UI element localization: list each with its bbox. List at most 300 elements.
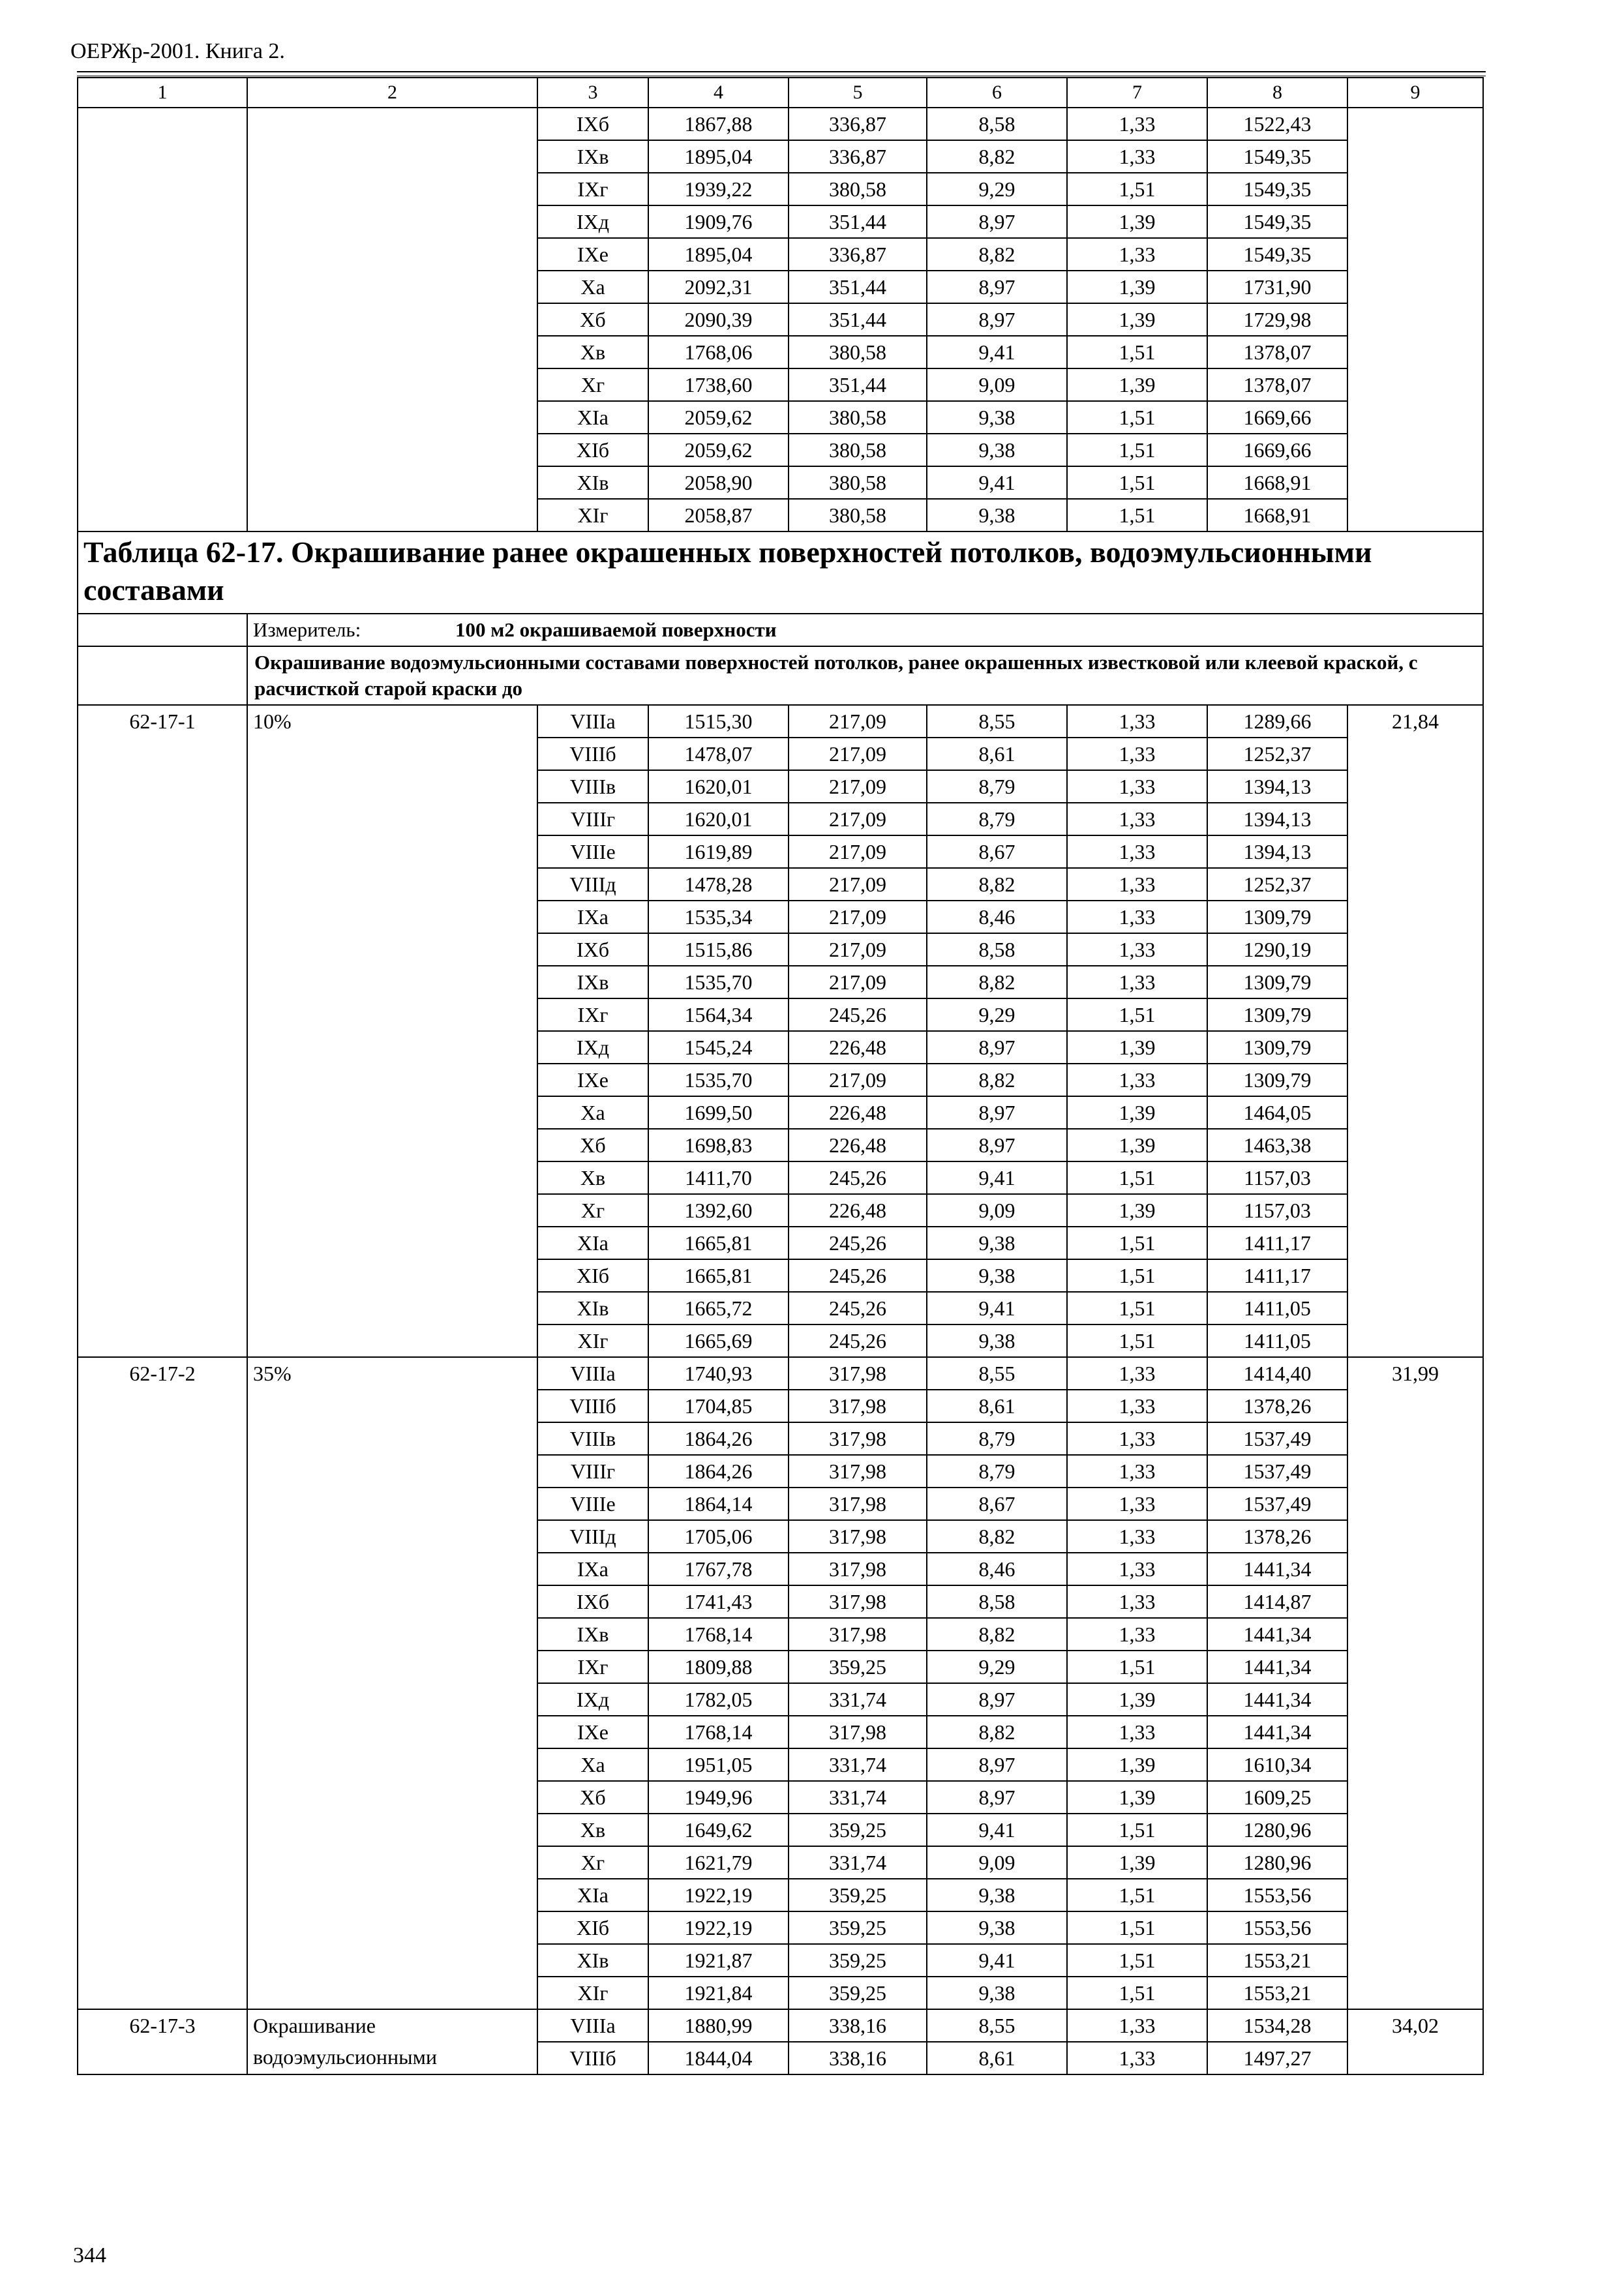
table-cell: 217,09 [789,901,927,933]
table-cell: XIб [537,1911,648,1944]
table-cell: 9,41 [927,466,1067,499]
table-cell: Xв [537,336,648,368]
item-name: Окрашивание водоэмульсионными [247,2009,537,2074]
table-cell: 9,38 [927,1977,1067,2009]
description-row [78,646,1483,705]
table-cell: 9,29 [927,998,1067,1031]
unit-cell [247,614,1483,646]
table-cell: 359,25 [789,1814,927,1846]
table-cell: Xа [537,271,648,303]
table-cell: 1553,56 [1207,1879,1347,1911]
table-cell: 1280,96 [1207,1846,1347,1879]
table-cell: 1,33 [1067,1422,1207,1455]
table-cell: 1,33 [1067,803,1207,835]
table-cell: 1309,79 [1207,901,1347,933]
table-cell: 8,55 [927,705,1067,738]
table-cell: 1,33 [1067,1618,1207,1651]
table-cell: 1699,50 [648,1096,789,1129]
table-cell: 1668,91 [1207,499,1347,531]
column-number-cell: 4 [648,78,789,108]
table-cell: 9,38 [927,1259,1067,1292]
table-cell: 1619,89 [648,835,789,868]
table-cell: 1515,30 [648,705,789,738]
table-cell: 317,98 [789,1390,927,1422]
table-cell: 8,82 [927,238,1067,271]
table-cell: 1782,05 [648,1683,789,1716]
table-cell: 1535,70 [648,966,789,998]
table-cell: 1,39 [1067,1031,1207,1064]
table-cell: 9,38 [927,1324,1067,1357]
table-cell: 317,98 [789,1488,927,1520]
table-cell: 1,39 [1067,1748,1207,1781]
table-cell: 1309,79 [1207,1064,1347,1096]
last-cell-empty [1347,108,1483,531]
table-cell: 9,09 [927,1846,1067,1879]
table-cell: 1,33 [1067,1520,1207,1553]
table-cell: 8,58 [927,1585,1067,1618]
table-cell: 2059,62 [648,434,789,466]
unit-spacer [78,614,247,646]
table-cell: IXв [537,1618,648,1651]
item-name: 35% [247,1357,537,2009]
table-cell: 317,98 [789,1716,927,1748]
table-cell: 1,33 [1067,140,1207,173]
table-cell: 8,79 [927,803,1067,835]
table-cell: 1534,28 [1207,2009,1347,2042]
table-cell: 1,33 [1067,108,1207,140]
column-number-cell: 5 [789,78,927,108]
table-cell: 1609,25 [1207,1781,1347,1814]
table-cell: 1,33 [1067,1390,1207,1422]
table-cell: 8,97 [927,1031,1067,1064]
table-cell: 245,26 [789,998,927,1031]
table-cell: 317,98 [789,1520,927,1553]
table-cell: 1,33 [1067,2042,1207,2074]
table-cell: 8,97 [927,1129,1067,1161]
table-cell: 8,58 [927,108,1067,140]
table-cell: 217,09 [789,738,927,770]
table-cell: 1864,14 [648,1488,789,1520]
table-cell: 1665,81 [648,1259,789,1292]
item-last-value: 31,99 [1347,1357,1483,2009]
description-spacer [78,646,247,705]
table-cell: 8,79 [927,1455,1067,1488]
table-cell: 359,25 [789,1651,927,1683]
table-cell: 1,33 [1067,2009,1207,2042]
table-cell: 331,74 [789,1683,927,1716]
table-cell: 1,39 [1067,271,1207,303]
table-cell: 1441,34 [1207,1553,1347,1585]
table-cell: IXе [537,238,648,271]
table-cell: 217,09 [789,803,927,835]
table-cell: 1,51 [1067,1292,1207,1324]
table-cell: 1,51 [1067,1977,1207,2009]
table-cell: VIIIе [537,1488,648,1520]
table-cell: 8,97 [927,205,1067,238]
table-row [78,108,1483,140]
table-cell: 1,33 [1067,238,1207,271]
table-cell: 9,41 [927,1292,1067,1324]
table-cell: 1394,13 [1207,803,1347,835]
table-cell: 1463,38 [1207,1129,1347,1161]
column-number-cell: 9 [1347,78,1483,108]
table-row [78,2009,1483,2042]
table-cell: 380,58 [789,336,927,368]
table-cell: Xг [537,368,648,401]
table-cell: 8,97 [927,303,1067,336]
table-cell: VIIIб [537,1390,648,1422]
table-cell: 1,33 [1067,1716,1207,1748]
table-cell: 1,33 [1067,933,1207,966]
table-cell: 1,33 [1067,1553,1207,1585]
table-cell: 1921,84 [648,1977,789,2009]
table-cell: 1,33 [1067,835,1207,868]
table-cell: 1414,87 [1207,1585,1347,1618]
table-cell: 8,55 [927,1357,1067,1390]
table-cell: 1620,01 [648,803,789,835]
table-cell: IXб [537,108,648,140]
table-cell: IXг [537,173,648,205]
table-cell: 1,51 [1067,1259,1207,1292]
table-cell: Xг [537,1194,648,1227]
table-cell: IXе [537,1064,648,1096]
table-cell: 1,39 [1067,1129,1207,1161]
table-title: Таблица 62-17. Окрашивание ранее окрашенных поверхностей потолков, водоэмульсионными составами [78,531,1483,614]
table-cell: 2092,31 [648,271,789,303]
table-cell: 336,87 [789,108,927,140]
table-cell: 1768,06 [648,336,789,368]
table-cell: 1,33 [1067,966,1207,998]
table-cell: 1,33 [1067,1455,1207,1488]
table-cell: 1921,87 [648,1944,789,1977]
table-title-row [78,531,1483,614]
item-name: 10% [247,705,537,1357]
table-cell: 359,25 [789,1879,927,1911]
page-number: 344 [73,2243,106,2267]
table-cell: 1,39 [1067,1096,1207,1129]
table-cell: 1,33 [1067,868,1207,901]
table-cell: 1,51 [1067,499,1207,531]
header-rule [77,71,1486,72]
table-cell: 317,98 [789,1585,927,1618]
table-cell: 1922,19 [648,1911,789,1944]
table-cell: 8,79 [927,770,1067,803]
table-cell: 1378,26 [1207,1520,1347,1553]
table-cell: 1,51 [1067,1944,1207,1977]
table-cell: 1669,66 [1207,434,1347,466]
table-cell: 1,39 [1067,1683,1207,1716]
table-cell: 331,74 [789,1748,927,1781]
table-cell: 331,74 [789,1846,927,1879]
table-cell: 317,98 [789,1422,927,1455]
table-cell: 1864,26 [648,1455,789,1488]
table-cell: 1949,96 [648,1781,789,1814]
table-cell: 1522,43 [1207,108,1347,140]
table-cell: 9,38 [927,401,1067,434]
table-cell: 1441,34 [1207,1716,1347,1748]
table-cell: 1,51 [1067,466,1207,499]
table-cell: 8,82 [927,1064,1067,1096]
table-cell: XIб [537,1259,648,1292]
table-cell: 1880,99 [648,2009,789,2042]
table-cell: 226,48 [789,1031,927,1064]
table-cell: 1515,86 [648,933,789,966]
table-cell: 1545,24 [648,1031,789,1064]
unit-label: Измеритель: [253,618,361,641]
table-cell: 1392,60 [648,1194,789,1227]
table-cell: 1411,05 [1207,1324,1347,1357]
table-cell: 8,55 [927,2009,1067,2042]
table-cell: VIIIг [537,1455,648,1488]
table-cell: 9,29 [927,1651,1067,1683]
table-cell: 1394,13 [1207,835,1347,868]
code-cell-empty [78,108,247,531]
table-cell: 1252,37 [1207,738,1347,770]
table-cell: 1553,56 [1207,1911,1347,1944]
table-cell: 1,39 [1067,303,1207,336]
table-cell: 1,33 [1067,1488,1207,1520]
table-cell: 1378,07 [1207,368,1347,401]
table-cell: 1768,14 [648,1618,789,1651]
table-cell: VIIIе [537,835,648,868]
table-cell: 8,61 [927,738,1067,770]
table-cell: 245,26 [789,1227,927,1259]
table-cell: 1895,04 [648,238,789,271]
table-cell: 1741,43 [648,1585,789,1618]
table-cell: 2090,39 [648,303,789,336]
table-cell: 1705,06 [648,1520,789,1553]
table-cell: 1738,60 [648,368,789,401]
table-cell: VIIIб [537,738,648,770]
table-cell: XIг [537,499,648,531]
table-cell: 2058,90 [648,466,789,499]
table-cell: 1665,81 [648,1227,789,1259]
table-cell: VIIIа [537,705,648,738]
table-cell: 8,82 [927,1520,1067,1553]
table-cell: 1157,03 [1207,1161,1347,1194]
table-cell: 8,97 [927,1683,1067,1716]
table-cell: 1,51 [1067,1879,1207,1911]
table-cell: 1610,34 [1207,1748,1347,1781]
table-cell: 1,33 [1067,901,1207,933]
table-cell: 8,79 [927,1422,1067,1455]
table-cell: 1731,90 [1207,271,1347,303]
table-cell: 9,09 [927,368,1067,401]
table-cell: 1309,79 [1207,998,1347,1031]
column-number-cell: 3 [537,78,648,108]
table-cell: 8,97 [927,1096,1067,1129]
table-cell: VIIIд [537,868,648,901]
table-cell: IXг [537,1651,648,1683]
table-cell: XIг [537,1977,648,2009]
table-cell: 1549,35 [1207,140,1347,173]
table-cell: 1951,05 [648,1748,789,1781]
table-cell: 1157,03 [1207,1194,1347,1227]
table-cell: 317,98 [789,1618,927,1651]
table-cell: 331,74 [789,1781,927,1814]
table-cell: 1668,91 [1207,466,1347,499]
table-cell: 217,09 [789,1064,927,1096]
table-cell: 8,67 [927,835,1067,868]
table-cell: 217,09 [789,705,927,738]
table-cell: 1669,66 [1207,401,1347,434]
table-cell: 1,51 [1067,1227,1207,1259]
table-cell: 1665,69 [648,1324,789,1357]
table-cell: 1665,72 [648,1292,789,1324]
table-cell: IXв [537,140,648,173]
column-number-cell: 6 [927,78,1067,108]
item-last-value: 21,84 [1347,705,1483,1357]
table-cell: 217,09 [789,770,927,803]
table-cell: 1378,26 [1207,1390,1347,1422]
table-cell: 1549,35 [1207,173,1347,205]
table-cell: 1,51 [1067,401,1207,434]
table-cell: 1,33 [1067,1357,1207,1390]
table-cell: 8,82 [927,140,1067,173]
table-cell: 359,25 [789,1944,927,1977]
table-cell: 9,41 [927,336,1067,368]
table-cell: 9,38 [927,499,1067,531]
item-code: 62-17-1 [78,705,247,1357]
table-cell: 245,26 [789,1259,927,1292]
table-cell: 380,58 [789,434,927,466]
table-cell: 1,51 [1067,1324,1207,1357]
table-cell: 9,41 [927,1814,1067,1846]
table-description: Окрашивание водоэмульсионными составами поверхностей потолков, ранее окрашенных известковой или клеевой краской, с расчисткой старой краски до [247,646,1483,705]
table-cell: 359,25 [789,1977,927,2009]
table-cell: 1,51 [1067,1651,1207,1683]
table-cell: 8,82 [927,1716,1067,1748]
table-cell: VIIIв [537,1422,648,1455]
table-cell: 8,58 [927,933,1067,966]
table-cell: IXа [537,901,648,933]
table-cell: 8,61 [927,2042,1067,2074]
table-cell: VIIIа [537,1357,648,1390]
table-cell: 217,09 [789,835,927,868]
table-cell: 1411,17 [1207,1259,1347,1292]
table-cell: 338,16 [789,2042,927,2074]
table-cell: XIа [537,1227,648,1259]
table-cell: 380,58 [789,466,927,499]
table-cell: Xа [537,1096,648,1129]
table-cell: 8,46 [927,901,1067,933]
table-cell: 336,87 [789,238,927,271]
table-cell: 1537,49 [1207,1455,1347,1488]
table-cell: 351,44 [789,303,927,336]
table-cell: 359,25 [789,1911,927,1944]
table-cell: 1464,05 [1207,1096,1347,1129]
table-cell: 1,51 [1067,434,1207,466]
table-cell: 245,26 [789,1292,927,1324]
table-cell: 1,39 [1067,1781,1207,1814]
table-cell: 9,38 [927,1227,1067,1259]
table-cell: 380,58 [789,401,927,434]
column-number-row [78,78,1483,108]
table-cell: 1729,98 [1207,303,1347,336]
running-head: ОЕРЖр-2001. Книга 2. [70,39,285,63]
table-cell: 1537,49 [1207,1422,1347,1455]
table-cell: 8,82 [927,1618,1067,1651]
table-cell: 226,48 [789,1129,927,1161]
table-cell: 1809,88 [648,1651,789,1683]
table-cell: 1309,79 [1207,966,1347,998]
table-cell: 1698,83 [648,1129,789,1161]
column-number-cell: 7 [1067,78,1207,108]
table-cell: Xб [537,1781,648,1814]
table-cell: 1939,22 [648,173,789,205]
table-cell: 1768,14 [648,1716,789,1748]
table-cell: 380,58 [789,173,927,205]
table-cell: 1,51 [1067,998,1207,1031]
table-cell: IXе [537,1716,648,1748]
table-cell: VIIIв [537,770,648,803]
column-number-cell: 2 [247,78,537,108]
table-cell: 9,38 [927,1911,1067,1944]
table-cell: 1,51 [1067,1911,1207,1944]
table-cell: 1280,96 [1207,1814,1347,1846]
table-cell: 1549,35 [1207,238,1347,271]
table-cell: 1,33 [1067,770,1207,803]
table-cell: 317,98 [789,1357,927,1390]
table-cell: 351,44 [789,271,927,303]
table-cell: 1411,05 [1207,1292,1347,1324]
table-cell: 8,82 [927,966,1067,998]
table-cell: Xв [537,1161,648,1194]
table-cell: 1844,04 [648,2042,789,2074]
table-cell: 351,44 [789,205,927,238]
table-cell: 245,26 [789,1324,927,1357]
table-cell: 245,26 [789,1161,927,1194]
table-cell: 8,61 [927,1390,1067,1422]
table-cell: 1411,70 [648,1161,789,1194]
table-cell: IXд [537,205,648,238]
table-cell: 1,33 [1067,738,1207,770]
table-row [78,705,1483,738]
table-cell: 1,51 [1067,173,1207,205]
table-cell: 1649,62 [648,1814,789,1846]
table-cell: IXг [537,998,648,1031]
table-cell: 1704,85 [648,1390,789,1422]
table-cell: 9,41 [927,1944,1067,1977]
item-last-value: 34,02 [1347,2009,1483,2074]
item-code: 62-17-2 [78,1357,247,2009]
table-cell: 1290,19 [1207,933,1347,966]
table-cell: 1,51 [1067,1161,1207,1194]
unit-value: 100 м2 окрашиваемой поверхности [455,618,777,641]
table-cell: IXб [537,933,648,966]
table-cell: 1441,34 [1207,1683,1347,1716]
table-cell: 1553,21 [1207,1977,1347,2009]
table-cell: 1414,40 [1207,1357,1347,1390]
table-cell: 9,29 [927,173,1067,205]
table-cell: 1,51 [1067,336,1207,368]
table-cell: 2058,87 [648,499,789,531]
table-cell: XIа [537,401,648,434]
table-cell: Xв [537,1814,648,1846]
table-cell: 1,39 [1067,1846,1207,1879]
table-cell: 1497,27 [1207,2042,1347,2074]
table-cell: XIв [537,1944,648,1977]
table-cell: 226,48 [789,1096,927,1129]
table-cell: Xа [537,1748,648,1781]
table-cell: 9,41 [927,1161,1067,1194]
table-cell: 1,33 [1067,705,1207,738]
table-cell: 1537,49 [1207,1488,1347,1520]
table-cell: 9,09 [927,1194,1067,1227]
table-cell: 1895,04 [648,140,789,173]
table-cell: 8,97 [927,1748,1067,1781]
unit-row [78,614,1483,646]
